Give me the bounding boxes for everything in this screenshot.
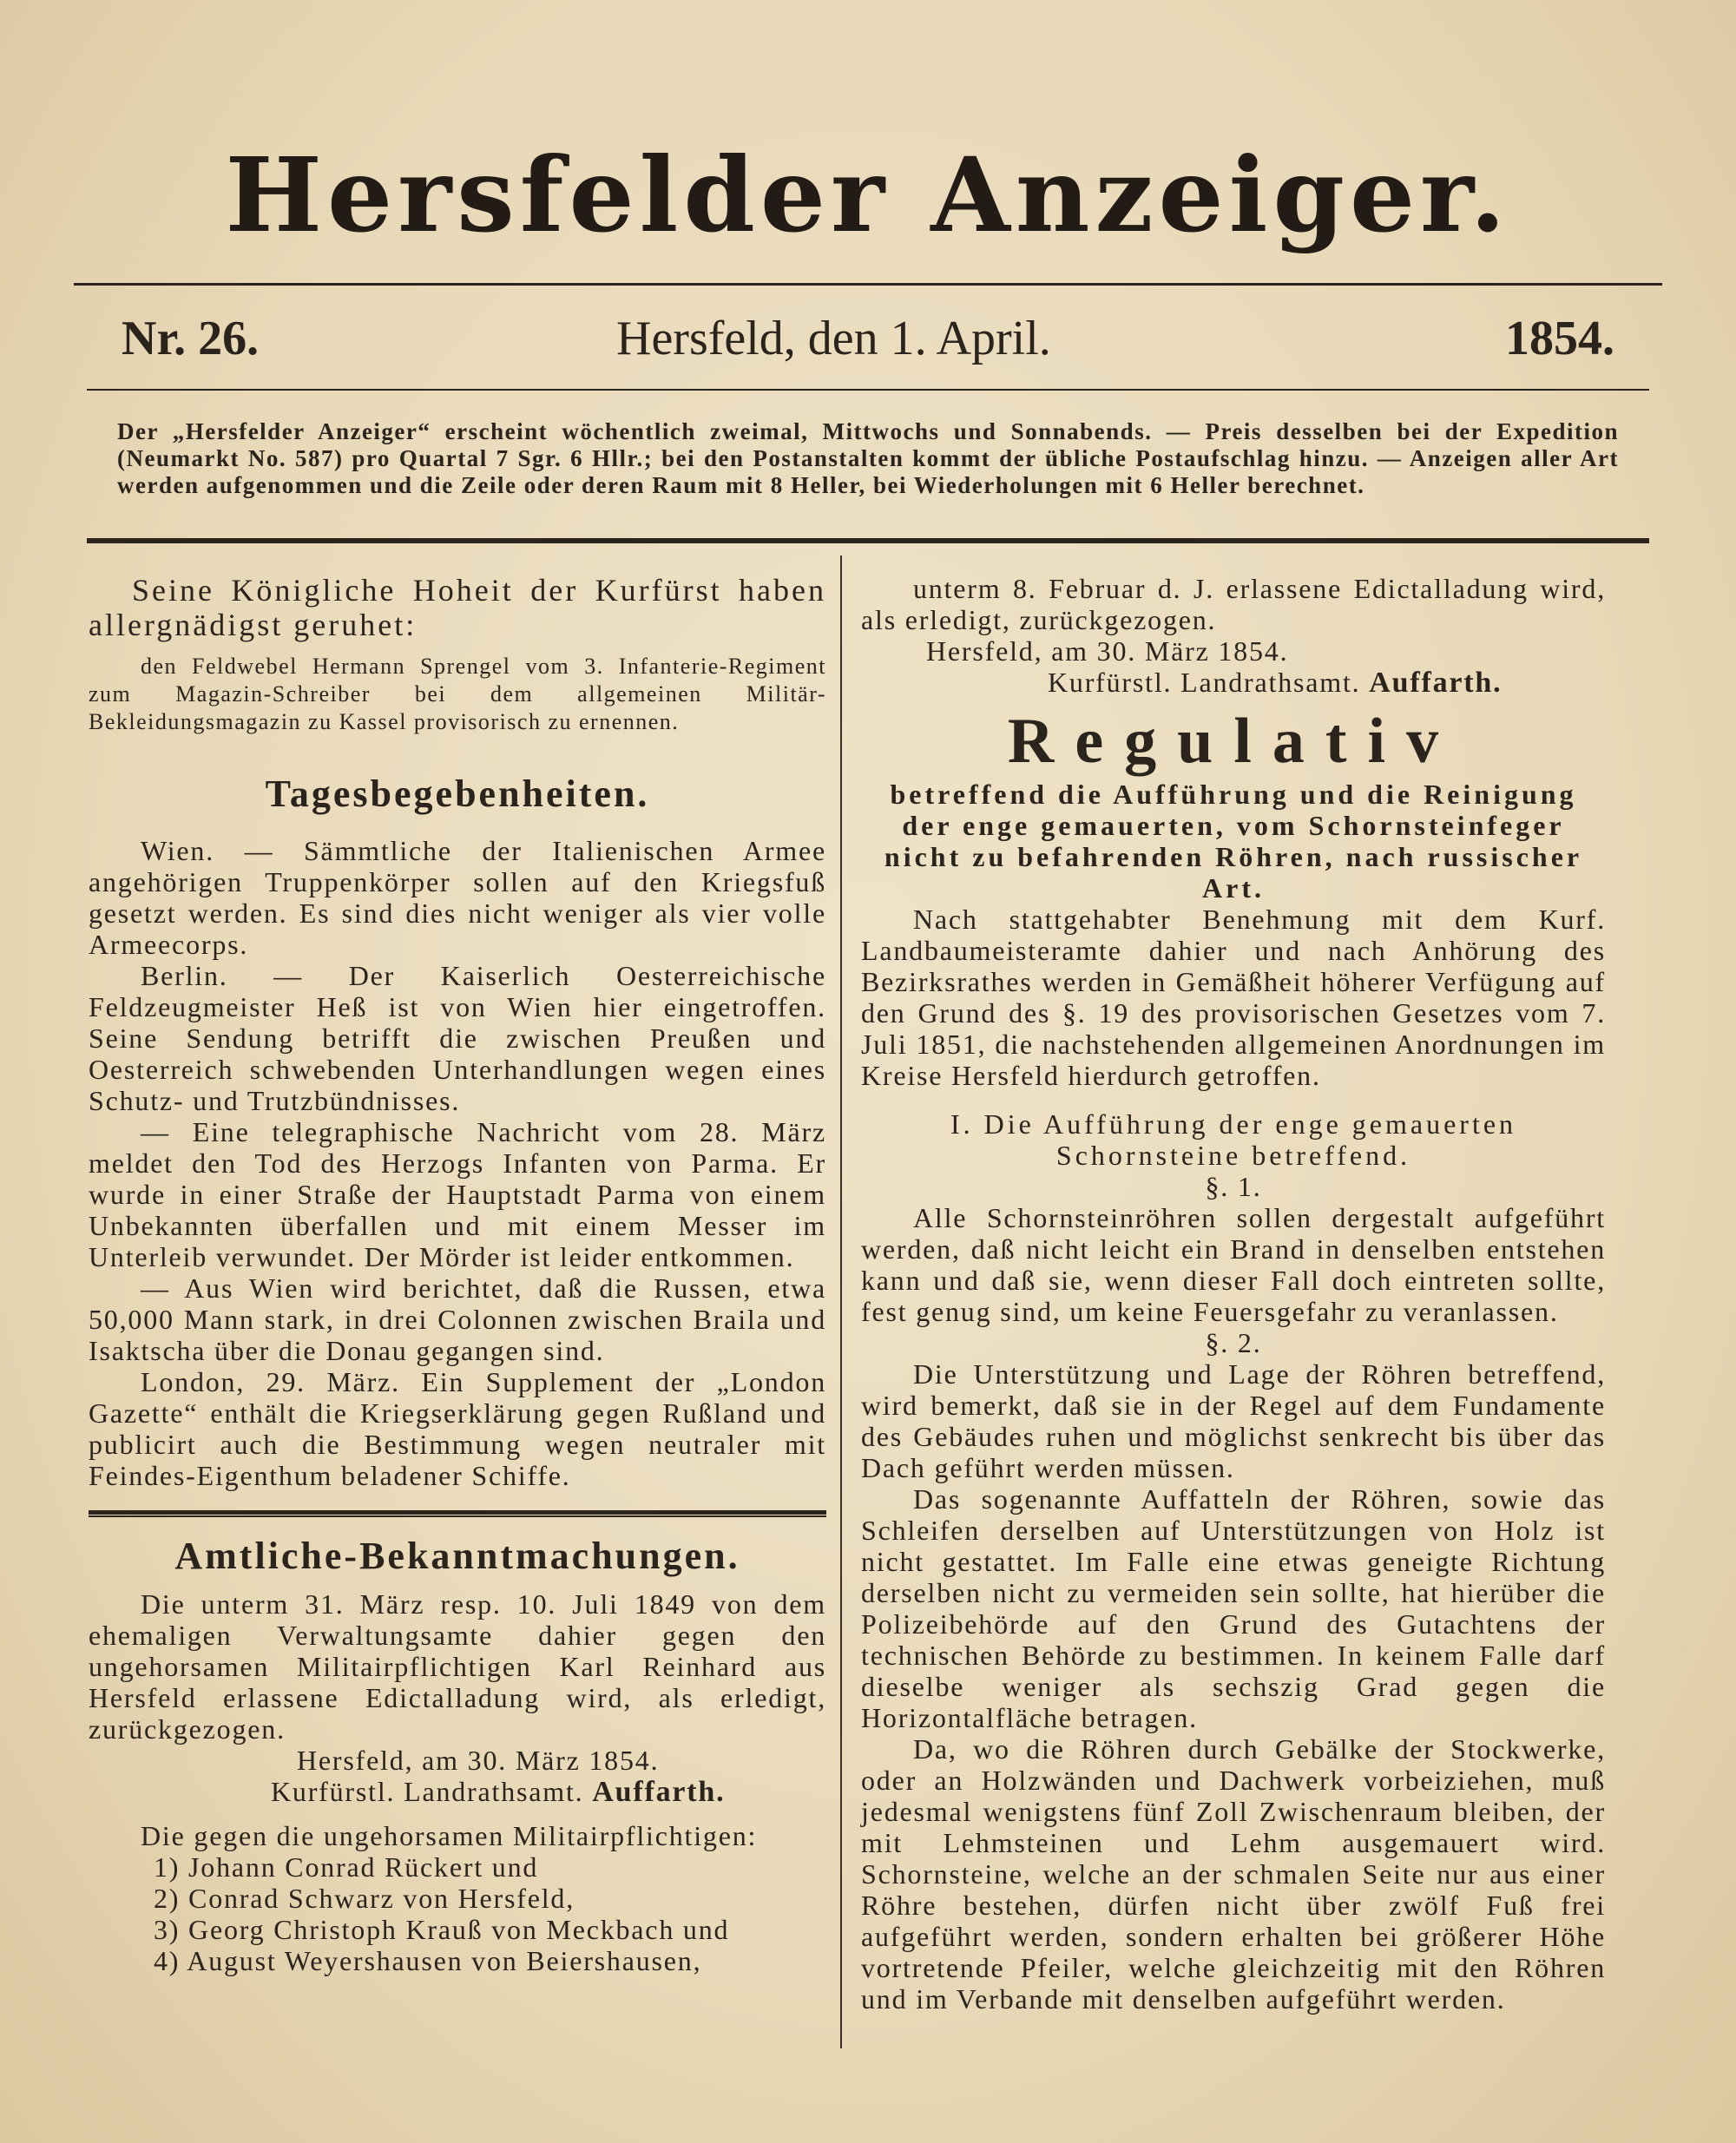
dateline-bar — [122, 308, 1614, 369]
paragraph-2-text: Da, wo die Röhren durch Gebälke der Stockwerke, oder an Holzwänden und Dachwerk vorbeiziehen, muß jedesmal wenigstens fünf Zoll Zwischenraum bleiben, der mit Lehmsteinen und Lehm ausgemauert wird. Schornsteine, welche an der schmalen Seite nur aus einer Röhre bestehen, dürfen nicht über zwölf Fuß frei aufgeführt werden, sondern erhalten bei größerer Höhe vortretende Pfeiler, welche gleichzeitig mit den Röhren und im Verbande mit denselben aufgeführt werden. — [861, 1733, 1606, 2015]
news-item: — Eine telegraphische Nachricht vom 28. März meldet den Tod des Herzogs Infanten von Parma. Er wurde in einer Straße der Hauptstadt Parma von einem Unbekannten überfallen und mit einem Messer im Unterleib verwundet. Der Mörder ist leider entkommen. — [89, 1116, 826, 1272]
paragraph-2-text: Die Unterstützung und Lage der Röhren betreffend, wird bemerkt, daß sie in der Regel auf dem Fundamente des Gebäudes ruhen und möglichst senkrecht bis über das Dach geführt werden müssen. — [861, 1358, 1606, 1483]
newspaper-title: Hersfelder Anzeiger. — [225, 135, 1511, 255]
official-heading: Amtliche-Bekanntmachungen. — [174, 1535, 740, 1577]
list-item: 1) Johann Conrad Rückert und — [154, 1851, 539, 1883]
announcement-body: den Feldwebel Hermann Sprengel vom 3. Infanterie-Regiment zum Magazin-Schreiber bei dem allgemeinen Militär-Bekleidungsmagazin zu Kassel provisorisch zu ernennen. — [89, 654, 826, 734]
signature-line — [89, 1776, 826, 1808]
office: Kurfürstl. Landrathsamt. — [1048, 667, 1361, 698]
subscription-notice: Der „Hersfelder Anzeiger“ erscheint wöchentlich zweimal, Mittwochs und Sonnabends. — Preis desselben bei der Expedition (Neumarkt No. 587) pro Quartal 7 Sgr. 6 Hllr.; bei den Postanstalten kommt der übliche Postaufschlag hinzu. — Anzeigen aller Art werden aufgenommen und die Zeile oder deren Raum mit 8 Heller, bei Wiederholungen mit 6 Heller berechnet. — [117, 418, 1619, 498]
signer: Auffarth. — [1369, 667, 1503, 699]
list-item: 4) August Weyershausen von Beiershausen, — [154, 1945, 702, 1976]
dateline: Hersfeld, den 1. April. — [616, 312, 1051, 365]
thick-divider — [87, 538, 1649, 543]
paragraph-1-text: Alle Schornsteinröhren sollen dergestalt aufgeführt werden, daß nicht leicht ein Brand in denselben entstehen kann und daß sie, wenn dieser Fall doch eintreten sollte, fest genug sind, um keine Feuersgefahr zu veranlassen. — [861, 1202, 1606, 1327]
list-item: 2) Conrad Schwarz von Hersfeld, — [154, 1883, 575, 1914]
continued-text: unterm 8. Februar d. J. erlassene Edictalladung wird, als erledigt, zurückgezogen. — [861, 573, 1606, 635]
issue-number: Nr. 26. — [122, 312, 260, 365]
announcement-intro: Seine Königliche Hoheit der Kurfürst haben allergnädigst geruhet: — [89, 573, 826, 642]
official-text: Die unterm 31. März resp. 10. Juli 1849 von dem ehemaligen Verwaltungsamte dahier gegen den ungehorsamen Militairpflichtigen Karl Reinhard aus Hersfeld erlassene Edictalladung wird, als erledigt, zurückgezogen. — [89, 1588, 826, 1745]
regulativ-subtitle: betreffend die Aufführung und die Reinigung der enge gemauerten, vom Schornsteinfeger nicht zu befahrenden Röhren, nach russischer Art. — [884, 779, 1583, 904]
regulativ-title: Regulativ — [1007, 706, 1460, 777]
news-item: — Aus Wien wird berichtet, daß die Russen, etwa 50,000 Mann stark, in drei Colonnen zwischen Braila und Isaktscha über die Donau gegangen sind. — [89, 1272, 826, 1366]
paragraph-1-label: §. 1. — [1205, 1171, 1262, 1202]
paragraph-2-text: Das sogenannte Auffatteln der Röhren, sowie das Schleifen derselben auf Unterstützungen von Holz ist nicht gestattet. Im Falle eine etwas geneigte Richtung derselben nicht zu vermeiden sein sollte, hat hierüber die Polizeibehörde auf den Grund des Gutachtens der technischen Behörde zu bestimmen. In keinem Falle darf dieselbe weniger als sechszig Grad gegen die Horizontalfläche betragen. — [861, 1483, 1606, 1733]
office: Kurfürstl. Landrathsamt. — [271, 1776, 584, 1807]
news-item: Berlin. — Der Kaiserlich Oesterreichische Feldzeugmeister Heß ist von Wien hier eingetroffen. Seine Sendung betrifft die zwischen Preußen und Oesterreich schwebenden Unterhandlungen wegen eines Schutz- und Trutzbündnisses. — [89, 960, 826, 1116]
paragraph-2-label: §. 2. — [1205, 1327, 1262, 1358]
news-item: London, 29. März. Ein Supplement der „London Gazette“ enthält die Kriegserklärung gegen Rußland und publicirt auch die Bestimmung wegen neutraler mit Feindes-Eigenthum beladener Schiffe. — [89, 1366, 826, 1491]
left-column — [89, 573, 826, 1976]
right-column — [861, 573, 1606, 2015]
place-date: Hersfeld, am 30. März 1854. — [297, 1745, 660, 1776]
news-heading: Tagesbegebenheiten. — [265, 772, 650, 815]
list-item: 3) Georg Christoph Krauß von Meckbach und — [154, 1914, 730, 1945]
place-date: Hersfeld, am 30. März 1854. — [926, 635, 1289, 667]
divider — [74, 283, 1662, 286]
list-intro: Die gegen die ungehorsamen Militairpflichtigen: — [141, 1820, 758, 1851]
double-divider — [89, 1510, 826, 1517]
divider — [87, 389, 1649, 391]
signature-line — [861, 667, 1606, 699]
column-divider — [840, 555, 842, 2048]
year: 1854. — [1505, 312, 1614, 365]
regulativ-intro: Nach stattgehabter Benehmung mit dem Kurf. Landbaumeisteramte dahier und nach Anhörung des Bezirksrathes werden in Gemäßheit höherer Verfügung auf den Grund des §. 19 des provisorischen Gesetzes vom 7. Juli 1851, die nachstehenden allgemeinen Anordnungen im Kreise Hersfeld hierdurch getroffen. — [861, 904, 1606, 1091]
signer: Auffarth. — [592, 1776, 726, 1808]
section-heading: I. Die Aufführung der enge gemauerten Schornsteine betreffend. — [950, 1108, 1517, 1171]
news-item: Wien. — Sämmtliche der Italienischen Armee angehörigen Truppenkörper sollen auf den Kriegsfuß gesetzt werden. Es sind dies nicht weniger als vier volle Armeecorps. — [89, 835, 826, 960]
